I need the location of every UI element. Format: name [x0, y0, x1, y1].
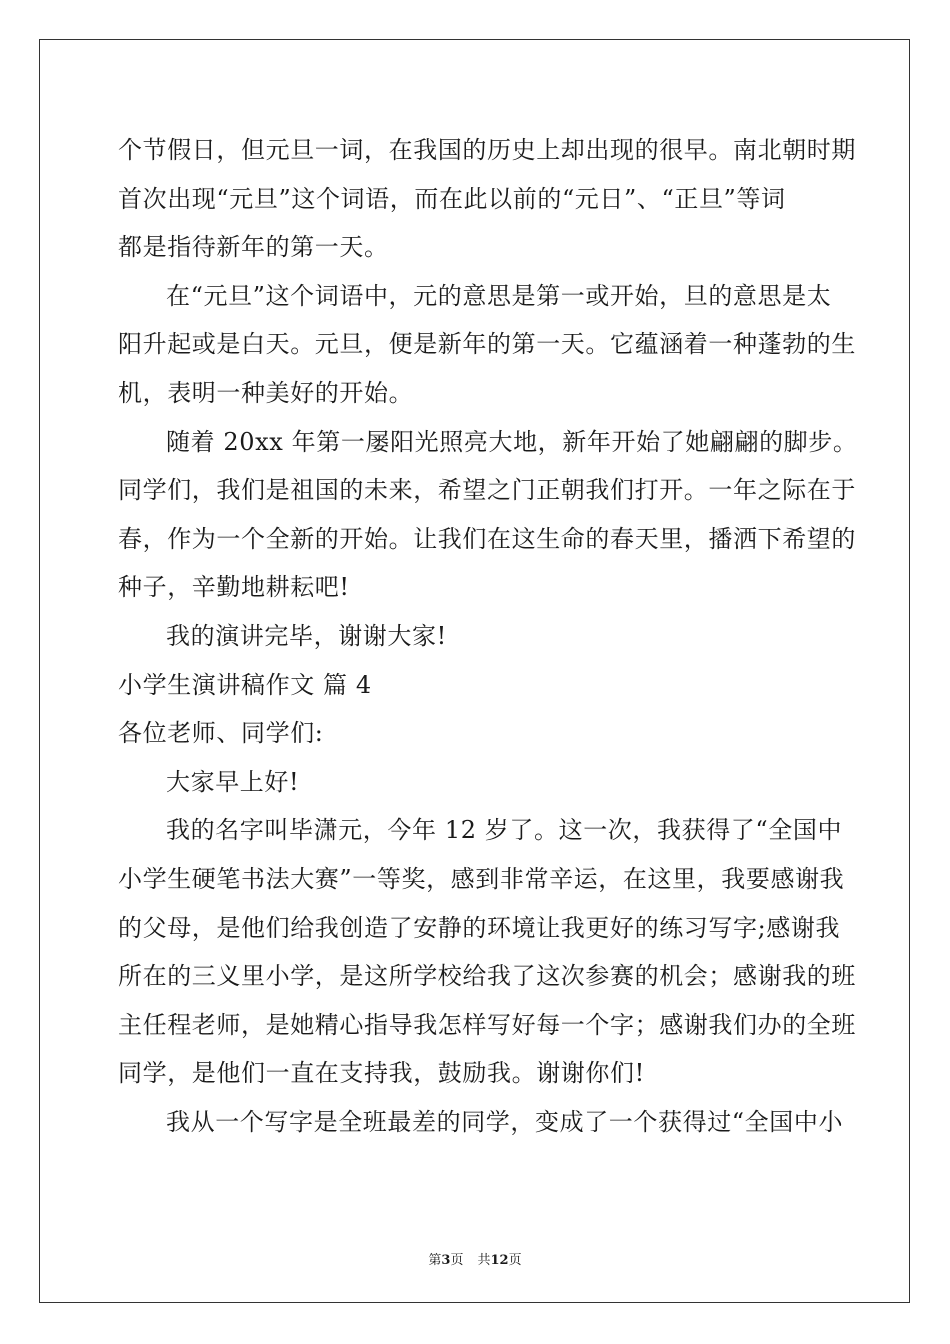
closing-line: 我的演讲完毕，谢谢大家! [166, 621, 447, 650]
page-prefix: 第 [428, 1253, 442, 1268]
text-line: 春，作为一个全新的开始。让我们在这生命的春天里，播洒下希望的 [118, 524, 856, 553]
paragraph-start: 我从一个写字是全班最差的同学，变成了一个获得过“全国中小 [166, 1107, 844, 1136]
page-number: 3 [441, 1253, 451, 1268]
text-line: 小学生硬笔书法大赛”一等奖，感到非常辛运，在这里，我要感谢我 [118, 864, 845, 893]
text-line: 首次出现“元旦”这个词语，而在此以前的“元日”、“正旦”等词 [118, 184, 786, 213]
paragraph-start: 我的名字叫毕潇元，今年 12 岁了。这一次，我获得了“全国中 [166, 816, 843, 845]
section-heading: 小学生演讲稿作文 篇 4 [118, 670, 372, 699]
paragraph-start: 随着 20xx 年第一屡阳光照亮大地，新年开始了她翩翩的脚步。 [166, 427, 858, 456]
text-line: 都是指待新年的第一天。 [118, 233, 389, 262]
salutation: 各位老师、同学们: [118, 719, 324, 748]
text-line: 同学，是他们一直在支持我，鼓励我。谢谢你们! [118, 1059, 645, 1088]
text-line: 个节假日，但元旦一词，在我国的历史上却出现的很早。南北朝时期 [118, 136, 856, 164]
text-line: 的父母，是他们给我创造了安静的环境让我更好的练习写字;感谢我 [118, 913, 841, 942]
text-line: 种子，辛勤地耕耘吧! [118, 573, 350, 602]
greeting: 大家早上好! [166, 767, 300, 796]
text-line: 主任程老师，是她精心指导我怎样写好每一个字；感谢我们办的全班 [118, 1010, 856, 1039]
text-line: 机，表明一种美好的开始。 [118, 378, 414, 407]
document-body [118, 126, 858, 1146]
text-line: 阳升起或是白天。元旦，便是新年的第一天。它蕴涵着一种蓬勃的生 [118, 330, 856, 359]
text-line: 所在的三义里小学，是这所学校给我了这次参赛的机会；感谢我的班 [118, 962, 856, 991]
page-footer [0, 1249, 950, 1268]
total-prefix: 共 [477, 1253, 491, 1268]
total-pages: 12 [490, 1253, 509, 1268]
page-suffix: 页 [450, 1253, 464, 1268]
total-suffix: 页 [508, 1253, 522, 1268]
paragraph-start: 在“元旦”这个词语中，元的意思是第一或开始，旦的意思是太 [166, 281, 832, 310]
text-line: 同学们，我们是祖国的未来，希望之门正朝我们打开。一年之际在于 [118, 476, 856, 505]
